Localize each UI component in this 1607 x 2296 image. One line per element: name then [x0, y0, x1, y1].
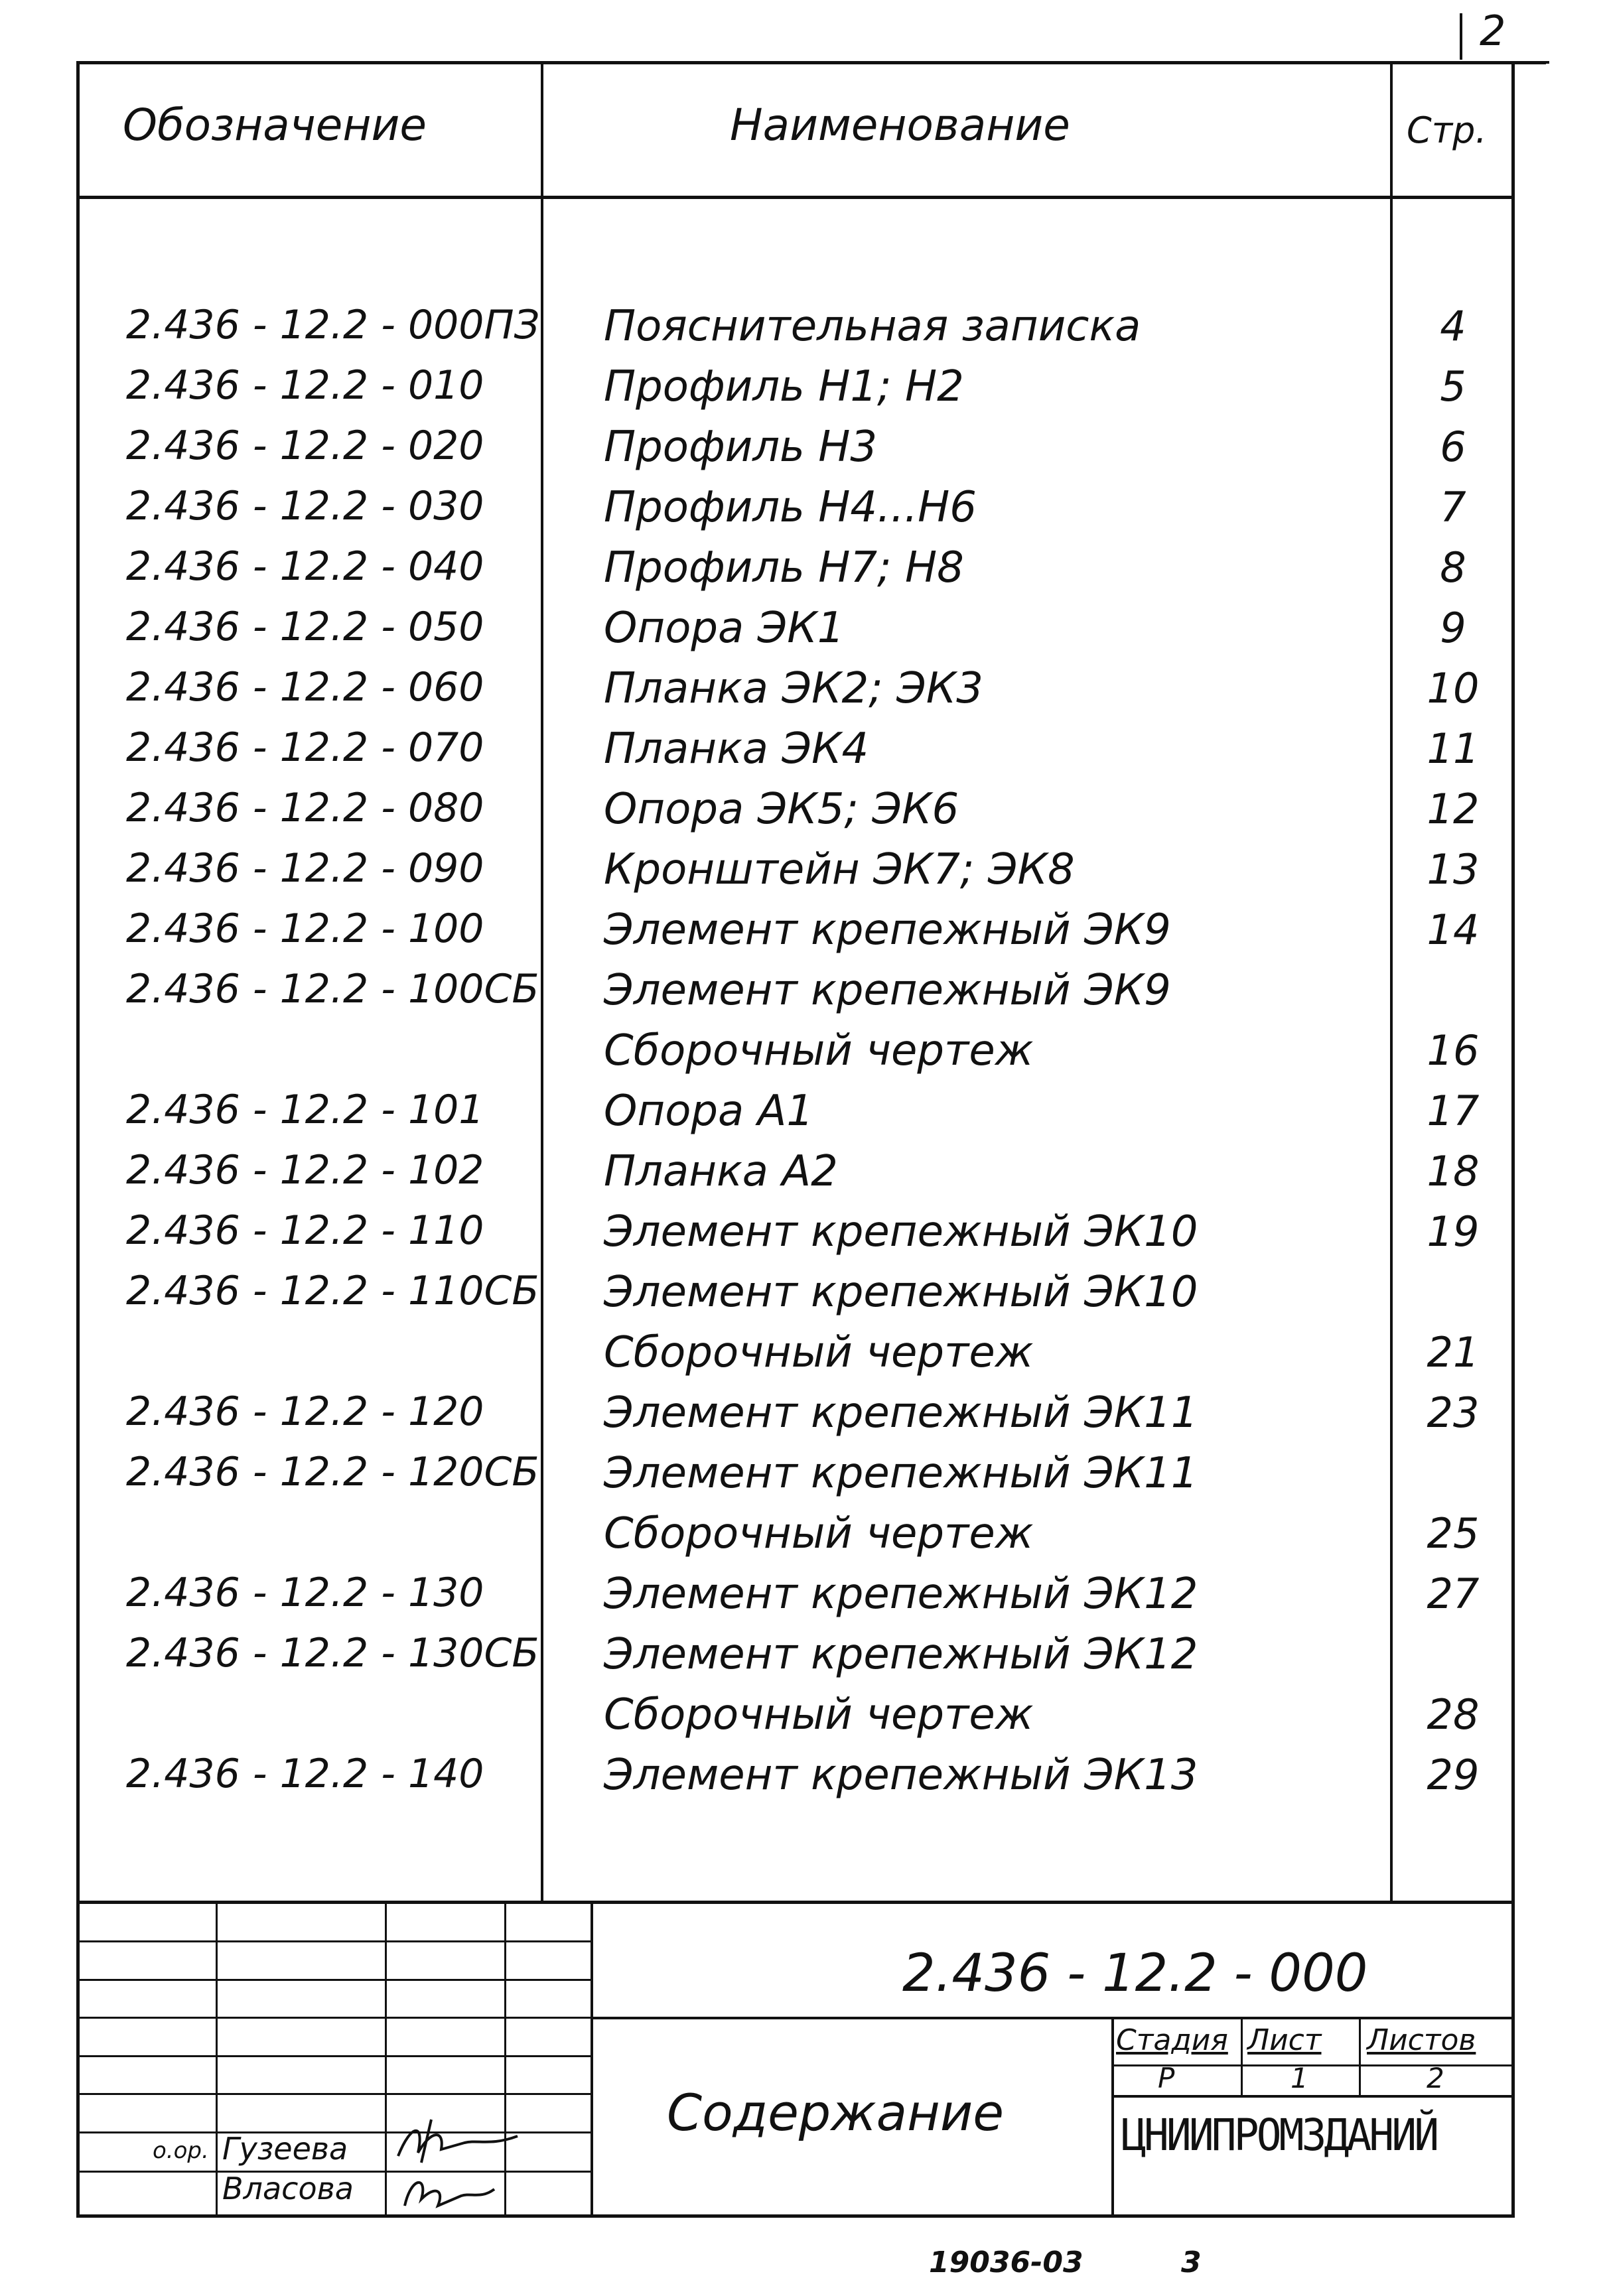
table-row: [0, 1630, 1607, 1683]
row-page: 27: [1427, 1570, 1480, 1618]
row-name: Элемент крепежный ЭК9: [604, 906, 1171, 955]
row-page: 13: [1427, 845, 1480, 894]
table-row: [0, 1087, 1607, 1140]
role-label: о.ор.: [153, 2137, 209, 2164]
row-page: 11: [1427, 724, 1480, 773]
row-designation: 2.436 - 12.2 - 050: [126, 604, 484, 650]
row-designation: 2.436 - 12.2 - 110СБ: [126, 1268, 539, 1314]
sig-row-4: [76, 2055, 591, 2057]
row-name: Сборочный чертеж: [604, 1328, 1034, 1377]
row-name: Сборочный чертеж: [604, 1690, 1034, 1739]
table-row: [0, 483, 1607, 536]
doc-code: 2.436 - 12.2 - 000: [902, 1944, 1368, 2003]
row-designation: 2.436 - 12.2 - 040: [126, 543, 484, 590]
row-designation: 2.436 - 12.2 - 010: [126, 362, 484, 409]
table-row: [0, 543, 1607, 596]
row-page: 18: [1427, 1147, 1480, 1195]
table-row: [0, 1388, 1607, 1442]
row-name: Планка А2: [604, 1147, 838, 1196]
row-name: Кронштейн ЭК7; ЭК8: [604, 845, 1075, 894]
row-page: 16: [1427, 1026, 1480, 1075]
row-name: Профиль Н7; Н8: [604, 543, 964, 592]
row-designation: 2.436 - 12.2 - 080: [126, 785, 484, 831]
row-name: Планка ЭК2; ЭК3: [604, 664, 983, 713]
row-name: Профиль Н4...Н6: [604, 483, 977, 532]
table-row: [0, 1509, 1607, 1562]
row-page: 5: [1440, 362, 1466, 411]
sig-row-2: [76, 1979, 591, 1981]
row-designation: 2.436 - 12.2 - 140: [126, 1751, 484, 1797]
row-name: Элемент крепежный ЭК11: [604, 1388, 1198, 1438]
stage-col-1: [1241, 2017, 1243, 2095]
sheet-value: 1: [1291, 2062, 1308, 2094]
row-page: 8: [1440, 543, 1466, 592]
row-page: 12: [1427, 785, 1480, 833]
row-page: 14: [1427, 906, 1480, 954]
table-row: [0, 1570, 1607, 1623]
row-page: 23: [1427, 1388, 1480, 1437]
header-page: Стр.: [1407, 109, 1487, 151]
table-row: [0, 1449, 1607, 1502]
signature-2: [398, 2169, 498, 2216]
stage-value: Р: [1158, 2062, 1175, 2094]
table-row: [0, 785, 1607, 838]
row-name: Сборочный чертеж: [604, 1509, 1034, 1558]
row-designation: 2.436 - 12.2 - 030: [126, 483, 484, 529]
table-row: [0, 423, 1607, 476]
top-sheet-number: 2: [1480, 7, 1506, 55]
table-row: [0, 1328, 1607, 1381]
sig-row-3: [76, 2017, 591, 2019]
table-row: [0, 845, 1607, 898]
row-page: 25: [1427, 1509, 1480, 1558]
sig-row-1: [76, 1940, 591, 1942]
row-name: Профиль Н3: [604, 423, 878, 472]
table-row: [0, 1147, 1607, 1200]
sig-row-5: [76, 2093, 591, 2095]
row-designation: 2.436 - 12.2 - 090: [126, 845, 484, 892]
row-designation: 2.436 - 12.2 - 130СБ: [126, 1630, 539, 1676]
row-name: Элемент крепежный ЭК12: [604, 1570, 1198, 1619]
row-page: 10: [1427, 664, 1480, 712]
stage-block-left: [1111, 2017, 1114, 2218]
sheet-label: Лист: [1247, 2023, 1322, 2057]
table-row: [0, 966, 1607, 1019]
titleblock-top: [76, 1901, 1515, 1904]
row-page: 28: [1427, 1690, 1480, 1739]
row-designation: 2.436 - 12.2 - 100СБ: [126, 966, 539, 1012]
row-page: 6: [1440, 423, 1466, 471]
person-2: Власова: [222, 2171, 354, 2206]
table-row: [0, 362, 1607, 415]
organization: ЦНИИПРОМЗДАНИЙ: [1121, 2110, 1437, 2161]
header-name: Наименование: [730, 100, 1070, 151]
row-name: Пояснительная записка: [604, 302, 1141, 351]
row-designation: 2.436 - 12.2 - 060: [126, 664, 484, 710]
row-designation: 2.436 - 12.2 - 130: [126, 1570, 484, 1616]
table-row: [0, 664, 1607, 717]
titleblock-main-divider: [591, 1901, 593, 2218]
row-page: 4: [1440, 302, 1466, 350]
row-designation: 2.436 - 12.2 - 120: [126, 1388, 484, 1435]
row-name: Элемент крепежный ЭК9: [604, 966, 1171, 1015]
table-row: [0, 302, 1607, 355]
row-designation: 2.436 - 12.2 - 120СБ: [126, 1449, 539, 1495]
signature-1: [391, 2116, 524, 2169]
sheets-label: Листов: [1367, 2023, 1476, 2057]
row-name: Сборочный чертеж: [604, 1026, 1034, 1075]
row-page: 17: [1427, 1087, 1480, 1135]
person-1: Гузеева: [222, 2131, 348, 2167]
row-designation: 2.436 - 12.2 - 000ПЗ: [126, 302, 540, 348]
row-name: Элемент крепежный ЭК10: [604, 1268, 1198, 1317]
table-row: [0, 1268, 1607, 1321]
stage-col-2: [1359, 2017, 1361, 2095]
stage-row-2: [1111, 2095, 1515, 2098]
row-name: Профиль Н1; Н2: [604, 362, 964, 411]
row-designation: 2.436 - 12.2 - 102: [126, 1147, 484, 1193]
row-name: Элемент крепежный ЭК10: [604, 1207, 1198, 1256]
table-row: [0, 1690, 1607, 1743]
row-designation: 2.436 - 12.2 - 100: [126, 906, 484, 952]
row-name: Опора ЭК1: [604, 604, 845, 653]
table-row: [0, 604, 1607, 657]
table-row: [0, 724, 1607, 777]
table-row: [0, 1207, 1607, 1260]
header-designation: Обозначение: [123, 100, 427, 151]
row-page: 9: [1440, 604, 1466, 652]
table-row: [0, 1026, 1607, 1079]
row-name: Планка ЭК4: [604, 724, 869, 774]
row-page: 21: [1427, 1328, 1480, 1377]
row-name: Элемент крепежный ЭК13: [604, 1751, 1198, 1800]
row-designation: 2.436 - 12.2 - 101: [126, 1087, 484, 1133]
row-designation: 2.436 - 12.2 - 110: [126, 1207, 484, 1254]
table-row: [0, 906, 1607, 959]
table-row: [0, 1751, 1607, 1804]
inventory-number: 19036-03: [929, 2246, 1083, 2279]
row-name: Элемент крепежный ЭК12: [604, 1630, 1198, 1679]
titleblock-code-bottom: [591, 2017, 1515, 2019]
footer-page-number: 3: [1181, 2246, 1202, 2279]
row-designation: 2.436 - 12.2 - 070: [126, 724, 484, 771]
row-designation: 2.436 - 12.2 - 020: [126, 423, 484, 469]
row-page: 19: [1427, 1207, 1480, 1256]
doc-title: Содержание: [667, 2083, 1004, 2142]
row-page: 29: [1427, 1751, 1480, 1799]
sheets-value: 2: [1427, 2062, 1444, 2094]
row-name: Опора ЭК5; ЭК6: [604, 785, 959, 834]
row-page: 7: [1440, 483, 1466, 531]
row-name: Опора А1: [604, 1087, 814, 1136]
row-name: Элемент крепежный ЭК11: [604, 1449, 1198, 1498]
stage-label: Стадия: [1116, 2023, 1228, 2057]
